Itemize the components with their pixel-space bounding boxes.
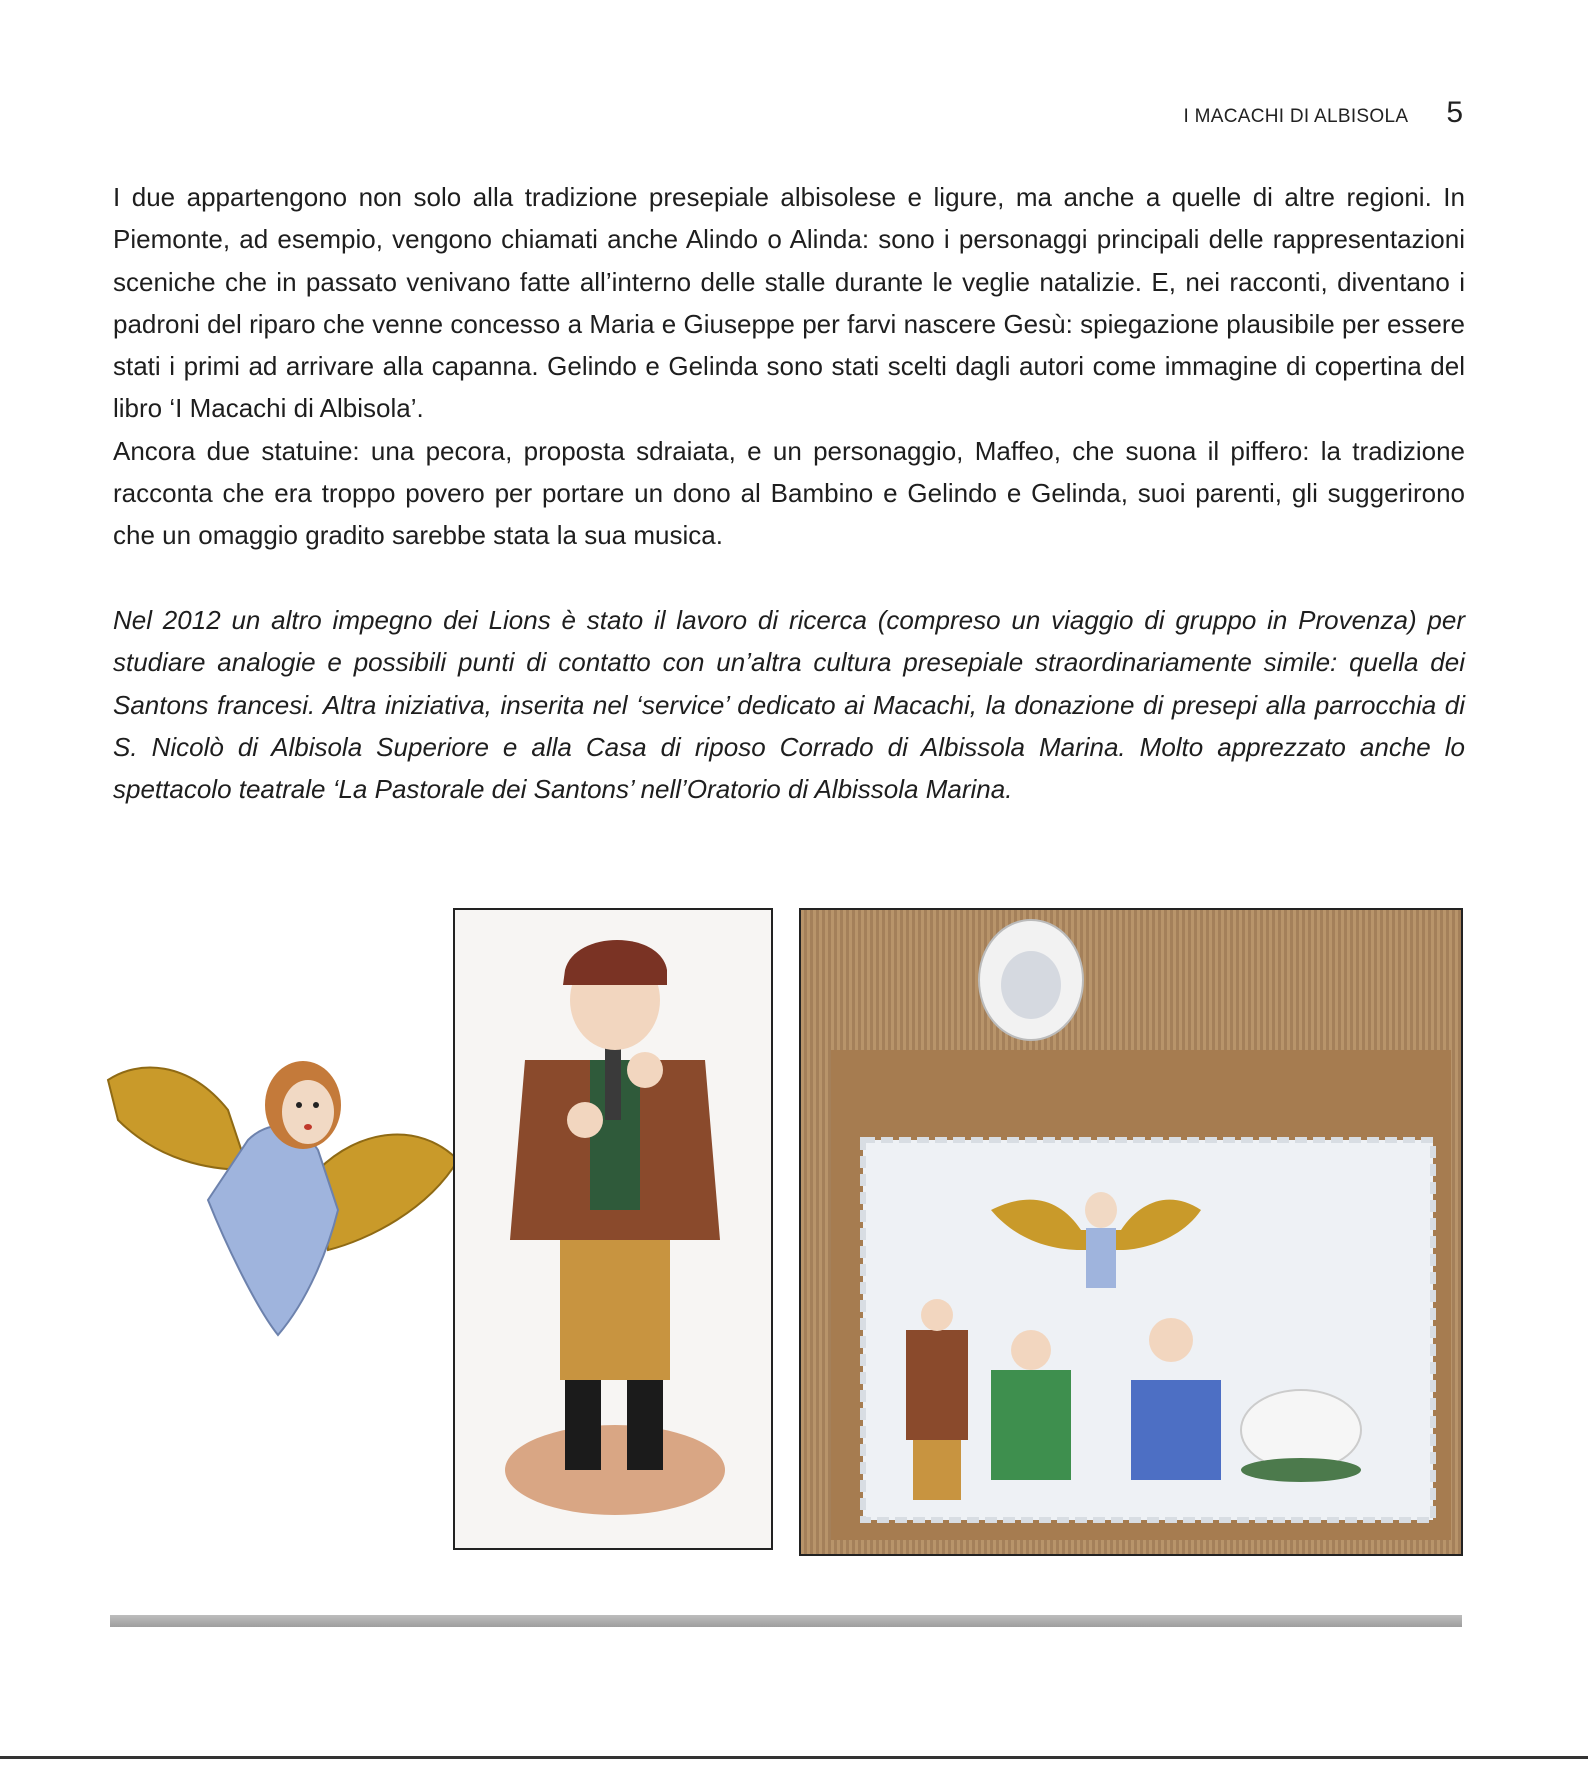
footer-rule (110, 1615, 1462, 1627)
paragraph-lions: Nel 2012 un altro impegno dei Lions è stato il lavoro di ricerca (compreso un viaggio di gruppo in Provenza) per studiare analogie e possibili punti di contatto con un’altra cultura presepiale straordinariamente simile: quella dei Santons francesi. Altra iniziativa, inserita nel ‘service’ dedicato ai Macachi, la donazione di presepi alla parrocchia di S. Nicolò di Albisola Superiore e alla Casa di riposo Corrado di Albissola Marina. Molto apprezzato anche lo spettacolo teatrale ‘La Pastorale dei Santons’ nell’Oratorio di Albissola Marina. (113, 605, 1465, 805)
piper-figurine-illustration (455, 910, 771, 1548)
paragraph-statuine: Ancora due statuine: una pecora, proposta sdraiata, e un personaggio, Maffeo, che suona il piffero: la tradizione racconta che era troppo povero per portare un dono al Bambino e Gelindo e Gelinda, suoi parenti, gli suggerirono che un omaggio gradito sarebbe stata la sua musica. (113, 435, 1465, 551)
photo-angel-figurine (98, 1050, 466, 1340)
running-title: I MACACHI DI ALBISOLA (1183, 106, 1409, 127)
nativity-box-illustration (801, 910, 1461, 1554)
page-header (1183, 96, 1463, 130)
italic-paragraph-lions (113, 599, 1465, 810)
page-number: 5 (1446, 96, 1463, 129)
angel-figurine-illustration (98, 1050, 466, 1340)
body-text (113, 176, 1465, 557)
photo-piper-figurine (453, 908, 773, 1550)
photo-nativity-box (799, 908, 1463, 1556)
page-edge (0, 1756, 1588, 1759)
paragraph-gelindo: I due appartengono non solo alla tradizione presepiale albisolese e ligure, ma anche a quelle di altre regioni. In Piemonte, ad esempio, vengono chiamati anche Alindo o Alinda: sono i personaggi principali delle rappresentazioni sceniche che in passato venivano fatte all’interno delle stalle durante le veglie natalizie. E, nei racconti, diventano i padroni del riparo che venne concesso a Maria e Giuseppe per farvi nascere Gesù: spiegazione plausibile per essere stati i primi ad arrivare alla capanna. Gelindo e Gelinda sono stati scelti dagli autori come immagine di copertina del libro ‘I Macachi di Albisola’. (113, 182, 1465, 424)
